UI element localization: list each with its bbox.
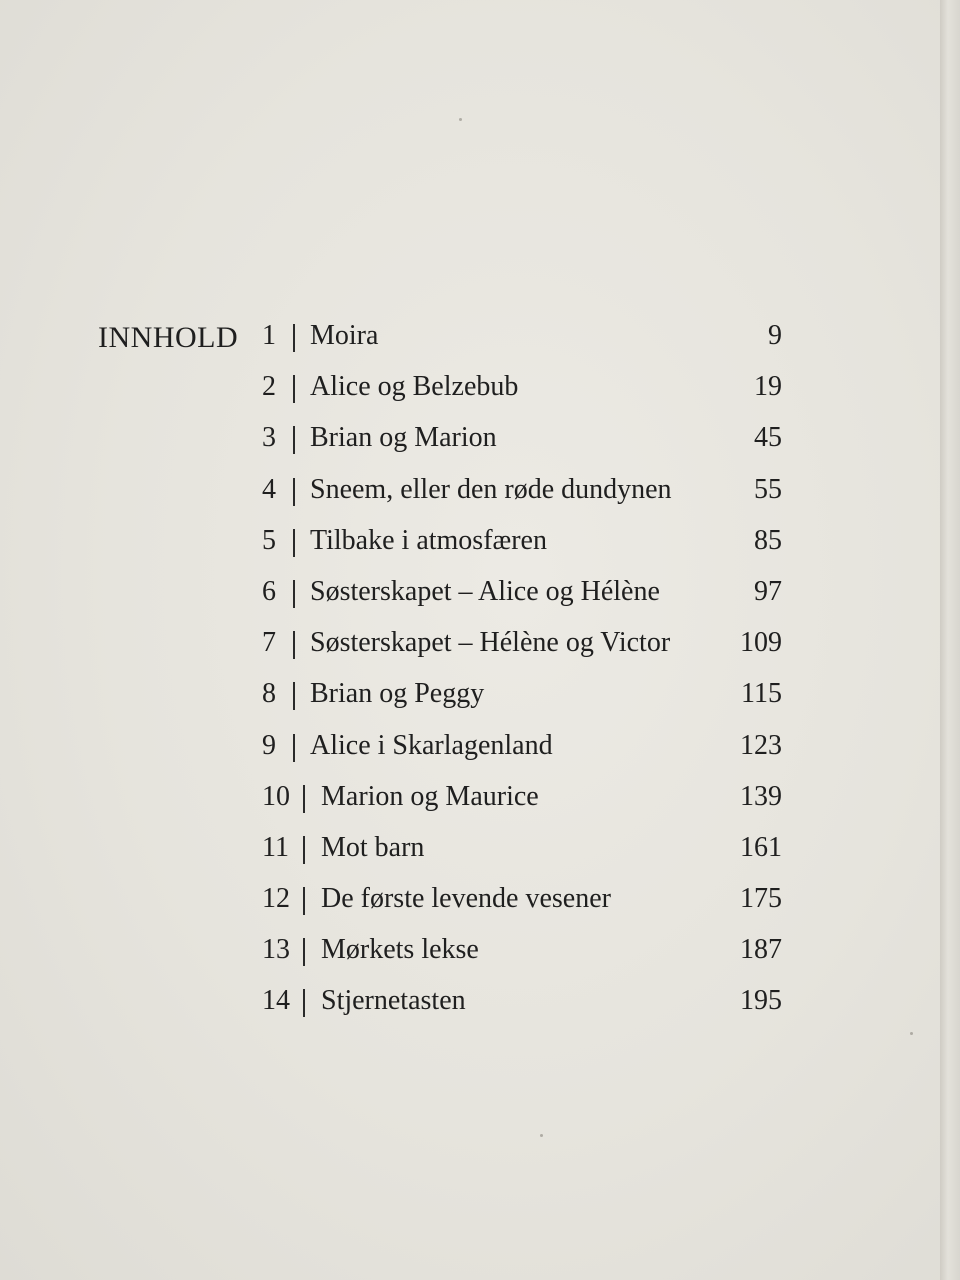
separator-bar [293, 734, 295, 762]
separator-bar [303, 938, 305, 966]
page-number: 55 [754, 473, 782, 505]
chapter-number: 4 [262, 473, 276, 505]
chapter-title: Brian og Marion [310, 422, 497, 454]
chapter-title: Brian og Peggy [310, 678, 485, 710]
chapter-title: Tilbake i atmosfæren [310, 524, 547, 556]
separator-bar [303, 989, 305, 1017]
chapter-number: 7 [262, 627, 276, 659]
paper-speck [459, 118, 462, 121]
page-edge [940, 0, 960, 1280]
separator-bar [293, 682, 295, 710]
chapter-number: 11 [262, 831, 289, 863]
chapter-number: 2 [262, 371, 276, 403]
page-number: 97 [754, 575, 782, 607]
chapter-number: 5 [262, 524, 276, 556]
chapter-title: Marion og Maurice [321, 780, 539, 812]
separator-bar [303, 785, 305, 813]
page-number: 9 [768, 320, 782, 351]
page-number: 45 [754, 422, 782, 454]
separator-bar [293, 580, 295, 608]
separator-bar [293, 529, 295, 557]
chapter-title: Mot barn [321, 831, 425, 863]
toc-entry [262, 572, 802, 623]
page-number: 85 [754, 524, 782, 556]
chapter-number: 9 [262, 729, 276, 761]
chapter-number: 1 [262, 320, 276, 351]
separator-bar [303, 887, 305, 915]
page-number: 161 [740, 831, 782, 863]
toc-entry [262, 470, 802, 521]
separator-bar [293, 426, 295, 454]
toc-entry [262, 623, 802, 674]
page-number: 115 [741, 678, 782, 710]
page-number: 187 [740, 934, 782, 966]
toc-entry [262, 674, 802, 725]
page-number: 195 [740, 985, 782, 1017]
separator-bar [303, 836, 305, 864]
table-of-contents [262, 316, 802, 1033]
chapter-number: 3 [262, 422, 276, 454]
chapter-title: Sneem, eller den røde dundynen [310, 473, 672, 505]
paper-speck [910, 1032, 913, 1035]
chapter-number: 6 [262, 575, 276, 607]
chapter-title: Mørkets lekse [321, 934, 479, 966]
chapter-number: 14 [262, 985, 290, 1017]
toc-entry [262, 521, 802, 572]
separator-bar [293, 478, 295, 506]
chapter-number: 8 [262, 678, 276, 710]
page-number: 123 [740, 729, 782, 761]
chapter-title: Søsterskapet – Alice og Hélène [310, 575, 660, 607]
chapter-title: De første levende vesener [321, 883, 611, 915]
toc-entry [262, 726, 802, 777]
separator-bar [293, 324, 295, 352]
contents-heading: INNHOLD [98, 321, 239, 354]
toc-entry [262, 418, 802, 469]
page-number: 19 [754, 371, 782, 403]
chapter-title: Stjernetasten [321, 985, 466, 1017]
toc-entry [262, 828, 802, 879]
chapter-title: Moira [310, 320, 379, 351]
toc-entry [262, 981, 802, 1032]
toc-entry [262, 316, 802, 367]
chapter-title: Alice i Skarlagenland [310, 729, 553, 761]
toc-entry [262, 879, 802, 930]
page-number: 139 [740, 780, 782, 812]
chapter-number: 13 [262, 934, 290, 966]
paper-speck [540, 1134, 543, 1137]
separator-bar [293, 631, 295, 659]
chapter-title: Alice og Belzebub [310, 371, 519, 403]
chapter-title: Søsterskapet – Hélène og Victor [310, 627, 671, 659]
toc-entry [262, 367, 802, 418]
page-number: 109 [740, 627, 782, 659]
toc-entry [262, 777, 802, 828]
page-number: 175 [740, 883, 782, 915]
chapter-number: 12 [262, 883, 290, 915]
chapter-number: 10 [262, 780, 290, 812]
separator-bar [293, 375, 295, 403]
toc-entry [262, 930, 802, 981]
